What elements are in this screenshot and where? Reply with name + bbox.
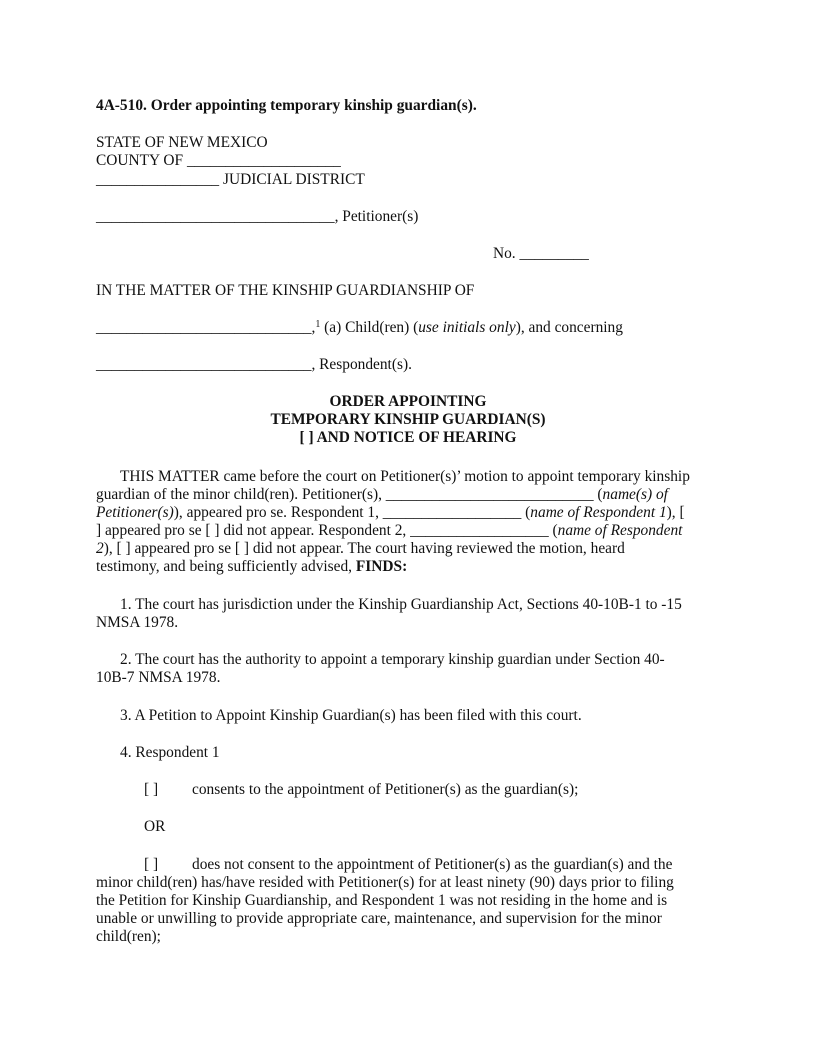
finding-1-line-1: 1. The court has jurisdiction under the Kinship Guardianship Act, Sections 40-10B-1 to -15 bbox=[120, 596, 682, 613]
petitioner-line bbox=[96, 208, 418, 226]
intro-italic: name(s) of bbox=[602, 486, 668, 503]
intro-text: ( bbox=[548, 522, 558, 539]
order-title-line-1: ORDER APPOINTING bbox=[329, 393, 487, 410]
case-number-label: No. bbox=[493, 245, 516, 262]
county-line bbox=[96, 152, 341, 170]
no-consent-line-3: the Petition for Kinship Guardianship, and Respondent 1 was not residing in the home and is bbox=[96, 892, 668, 909]
intro-line-4 bbox=[96, 522, 682, 540]
consent-checkbox[interactable]: [ ] bbox=[144, 781, 159, 798]
consent-option-text: consents to the appointment of Petitioner(s) as the guardian(s); bbox=[192, 781, 579, 798]
or-separator: OR bbox=[144, 818, 166, 835]
case-number-blank[interactable]: _________ bbox=[519, 245, 589, 262]
respondent-1-name-blank[interactable]: __________________ bbox=[382, 504, 522, 521]
intro-text: ), appeared pro se. Respondent 1, bbox=[173, 504, 383, 521]
intro-text: ), [ ] appeared pro se [ ] did not appear. The court having reviewed the motion, heard bbox=[103, 540, 625, 557]
child-blank[interactable]: ____________________________ bbox=[96, 319, 312, 336]
intro-italic: 2 bbox=[96, 540, 104, 557]
intro-text: ( bbox=[593, 486, 603, 503]
petitioner-blank[interactable]: _______________________________ bbox=[96, 208, 335, 225]
petitioner-label: , Petitioner(s) bbox=[334, 208, 419, 225]
intro-text: guardian of the minor child(ren). Petitioner(s), bbox=[96, 486, 386, 503]
respondent-line bbox=[96, 356, 412, 374]
child-label-post: ), and concerning bbox=[515, 319, 623, 336]
intro-text: ] appeared pro se [ ] did not appear. Respondent 2, bbox=[96, 522, 411, 539]
no-consent-line-1: does not consent to the appointment of Petitioner(s) as the guardian(s) and the bbox=[192, 856, 673, 873]
child-comma: , bbox=[311, 319, 316, 336]
finding-3: 3. A Petition to Appoint Kinship Guardian(s) has been filed with this court. bbox=[120, 707, 582, 724]
district-label: JUDICIAL DISTRICT bbox=[222, 171, 365, 188]
intro-text: testimony, and being sufficiently advised, bbox=[96, 558, 356, 575]
matter-line: IN THE MATTER OF THE KINSHIP GUARDIANSHIP OF bbox=[96, 282, 475, 299]
no-consent-line-2: minor child(ren) has/have resided with Petitioner(s) for at least ninety (90) days prior to filing bbox=[96, 874, 674, 891]
intro-text: ), [ bbox=[666, 504, 685, 521]
respondent-blank[interactable]: ____________________________ bbox=[96, 356, 312, 373]
district-line bbox=[96, 171, 365, 189]
intro-line-5 bbox=[96, 540, 625, 558]
child-label-italic: use initials only bbox=[418, 319, 516, 336]
child-line bbox=[96, 319, 623, 337]
order-title-line-3: [ ] AND NOTICE OF HEARING bbox=[299, 429, 517, 446]
child-label-pre: (a) Child(ren) ( bbox=[320, 319, 419, 336]
district-blank[interactable]: ________________ bbox=[96, 171, 220, 188]
no-consent-line-5: child(ren); bbox=[96, 928, 161, 945]
intro-line-3 bbox=[96, 504, 685, 522]
intro-line-1: THIS MATTER came before the court on Petitioner(s)’ motion to appoint temporary kinship bbox=[120, 468, 690, 485]
intro-italic: Petitioner(s) bbox=[96, 504, 174, 521]
no-consent-line-4: unable or unwilling to provide appropriate care, maintenance, and supervision for the minor bbox=[96, 910, 662, 927]
rule-title: 4A-510. Order appointing temporary kinship guardian(s). bbox=[96, 97, 477, 114]
finding-4: 4. Respondent 1 bbox=[120, 744, 220, 761]
state-line: STATE OF NEW MEXICO bbox=[96, 134, 268, 151]
footnote-marker: 1 bbox=[315, 319, 321, 330]
respondent-2-name-blank[interactable]: __________________ bbox=[410, 522, 549, 539]
petitioner-name-blank[interactable]: ___________________________ bbox=[385, 486, 594, 503]
no-consent-checkbox[interactable]: [ ] bbox=[144, 856, 159, 873]
intro-text: ( bbox=[521, 504, 531, 521]
order-title-line-2: TEMPORARY KINSHIP GUARDIAN(S) bbox=[270, 411, 546, 428]
county-label: COUNTY OF bbox=[96, 152, 184, 169]
intro-italic: name of Respondent bbox=[557, 522, 683, 539]
finding-1-line-2: NMSA 1978. bbox=[96, 614, 179, 631]
intro-line-6 bbox=[96, 558, 407, 576]
finding-2-line-2: 10B-7 NMSA 1978. bbox=[96, 669, 221, 686]
intro-italic: name of Respondent 1 bbox=[530, 504, 667, 521]
county-blank[interactable]: ____________________ bbox=[186, 152, 341, 169]
finding-2-line-1: 2. The court has the authority to appoint a temporary kinship guardian under Section 40- bbox=[120, 651, 665, 668]
finds-heading: FINDS: bbox=[355, 558, 408, 575]
case-number-line bbox=[493, 245, 589, 263]
intro-line-2 bbox=[96, 486, 668, 504]
respondent-label: , Respondent(s). bbox=[311, 356, 412, 373]
